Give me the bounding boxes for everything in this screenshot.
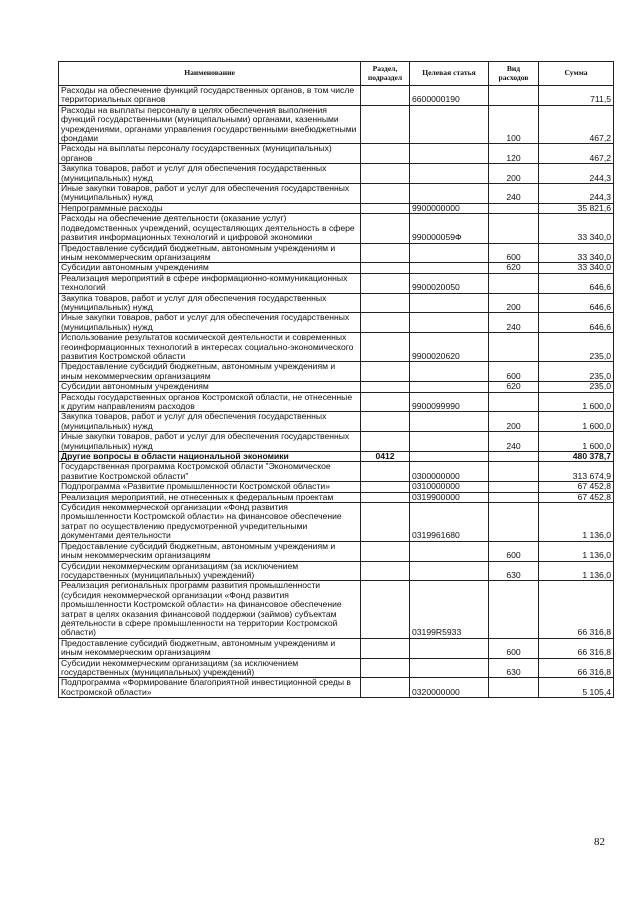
cell-kind: 240 xyxy=(489,432,539,452)
cell-sum: 33 340,0 xyxy=(539,263,614,273)
cell-target: 9900000000 xyxy=(410,203,489,213)
cell-name: Закупка товаров, работ и услуг для обеспечения государственных (муниципальных) нужд xyxy=(59,293,361,313)
cell-kind: 630 xyxy=(489,658,539,678)
cell-section xyxy=(361,243,410,263)
cell-name: Расходы на выплаты персоналу в целях обеспечения выполнения функций государственными (муниципальными) органами, казенными учреждениями, органами управления государственными внебюджетными фондами xyxy=(59,105,361,144)
table-row xyxy=(59,638,614,658)
cell-section xyxy=(361,293,410,313)
cell-target xyxy=(410,658,489,678)
cell-kind: 200 xyxy=(489,293,539,313)
header-kind: Вид расходов xyxy=(489,62,539,86)
cell-section xyxy=(361,561,410,581)
cell-sum: 646,6 xyxy=(539,293,614,313)
cell-kind xyxy=(489,462,539,482)
cell-section xyxy=(361,392,410,412)
cell-section xyxy=(361,382,410,392)
cell-kind xyxy=(489,333,539,362)
cell-kind xyxy=(489,214,539,243)
cell-name: Расходы на обеспечение функций государственных органов, в том числе территориальных органов xyxy=(59,86,361,106)
cell-name: Подпрограмма «Развитие промышленности Костромской области» xyxy=(59,482,361,492)
table-row xyxy=(59,333,614,362)
cell-sum: 480 378,7 xyxy=(539,452,614,462)
cell-sum: 646,6 xyxy=(539,273,614,293)
cell-target xyxy=(410,164,489,184)
cell-name: Использование результатов космической деятельности и современных геоинформационных технологий в интересах социально-экономического развития Костромской области xyxy=(59,333,361,362)
cell-kind: 620 xyxy=(489,382,539,392)
cell-target: 03199R5933 xyxy=(410,581,489,638)
cell-target xyxy=(410,382,489,392)
table-row xyxy=(59,203,614,213)
cell-section xyxy=(361,263,410,273)
table-row xyxy=(59,243,614,263)
cell-sum: 66 316,8 xyxy=(539,658,614,678)
table-row xyxy=(59,503,614,542)
table-row xyxy=(59,184,614,204)
cell-name: Реализация мероприятий в сфере информационно-коммуникационных технологий xyxy=(59,273,361,293)
table-row xyxy=(59,362,614,382)
cell-target xyxy=(410,243,489,263)
cell-kind: 240 xyxy=(489,313,539,333)
table-row xyxy=(59,86,614,106)
cell-name: Иные закупки товаров, работ и услуг для обеспечения государственных (муниципальных) нужд xyxy=(59,432,361,452)
table-row xyxy=(59,462,614,482)
cell-sum: 1 136,0 xyxy=(539,561,614,581)
cell-name: Подпрограмма «Формирование благоприятной инвестиционной среды в Костромской области» xyxy=(59,678,361,698)
cell-kind: 600 xyxy=(489,243,539,263)
cell-kind xyxy=(489,452,539,462)
cell-kind xyxy=(489,482,539,492)
cell-name: Иные закупки товаров, работ и услуг для обеспечения государственных (муниципальных) нужд xyxy=(59,313,361,333)
cell-target xyxy=(410,144,489,164)
cell-name: Субсидии автономным учреждениям xyxy=(59,263,361,273)
cell-kind: 100 xyxy=(489,105,539,144)
table-header-row xyxy=(59,62,614,86)
cell-name: Расходы на выплаты персоналу государственных (муниципальных) органов xyxy=(59,144,361,164)
cell-section xyxy=(361,144,410,164)
cell-sum: 67 452,8 xyxy=(539,482,614,492)
cell-name: Другие вопросы в области национальной экономики xyxy=(59,452,361,462)
cell-section xyxy=(361,581,410,638)
cell-sum: 67 452,8 xyxy=(539,492,614,502)
cell-kind: 120 xyxy=(489,144,539,164)
header-section: Раздел, подраздел xyxy=(361,62,410,86)
cell-name: Иные закупки товаров, работ и услуг для обеспечения государственных (муниципальных) нужд xyxy=(59,184,361,204)
cell-sum: 5 105,4 xyxy=(539,678,614,698)
table-row xyxy=(59,263,614,273)
cell-name: Субсидии автономным учреждениям xyxy=(59,382,361,392)
cell-kind: 200 xyxy=(489,412,539,432)
cell-target xyxy=(410,263,489,273)
cell-kind xyxy=(489,581,539,638)
cell-sum: 313 674,9 xyxy=(539,462,614,482)
table-row xyxy=(59,541,614,561)
cell-target: 9900020620 xyxy=(410,333,489,362)
table-row xyxy=(59,382,614,392)
cell-section xyxy=(361,462,410,482)
cell-sum: 66 316,8 xyxy=(539,638,614,658)
table-row xyxy=(59,658,614,678)
cell-target xyxy=(410,184,489,204)
cell-target xyxy=(410,561,489,581)
cell-section xyxy=(361,203,410,213)
table-row xyxy=(59,164,614,184)
table-row xyxy=(59,678,614,698)
cell-sum: 244,3 xyxy=(539,164,614,184)
cell-section xyxy=(361,214,410,243)
cell-name: Предоставление субсидий бюджетным, автономным учреждениям и иным некоммерческим организациям xyxy=(59,362,361,382)
table-row xyxy=(59,452,614,462)
cell-target: 0319961680 xyxy=(410,503,489,542)
cell-section xyxy=(361,313,410,333)
cell-sum: 33 340,0 xyxy=(539,214,614,243)
cell-section xyxy=(361,105,410,144)
cell-target xyxy=(410,638,489,658)
cell-section xyxy=(361,482,410,492)
table-row xyxy=(59,313,614,333)
cell-sum: 467,2 xyxy=(539,105,614,144)
cell-name: Реализация мероприятий, не отнесенных к федеральным проектам xyxy=(59,492,361,502)
cell-target: 990000059Ф xyxy=(410,214,489,243)
cell-name: Закупка товаров, работ и услуг для обеспечения государственных (муниципальных) нужд xyxy=(59,412,361,432)
cell-section xyxy=(361,432,410,452)
cell-section xyxy=(361,503,410,542)
table-row xyxy=(59,214,614,243)
cell-name: Субсидии некоммерческим организациям (за исключением государственных (муниципальных) учреждений) xyxy=(59,658,361,678)
cell-kind xyxy=(489,273,539,293)
cell-sum: 1 600,0 xyxy=(539,392,614,412)
cell-sum: 467,2 xyxy=(539,144,614,164)
cell-kind xyxy=(489,86,539,106)
cell-target: 0320000000 xyxy=(410,678,489,698)
cell-name: Предоставление субсидий бюджетным, автономным учреждениям и иным некоммерческим организациям xyxy=(59,638,361,658)
cell-kind: 630 xyxy=(489,561,539,581)
cell-name: Предоставление субсидий бюджетным, автономным учреждениям и иным некоммерческим организациям xyxy=(59,243,361,263)
cell-section xyxy=(361,333,410,362)
cell-name: Реализация региональных программ развития промышленности (субсидия некоммерческой организации «Фонд развития промышленности Костромской области» на финансовое обеспечение затрат в целях оказания финансовой поддержки (займов) субъектам деятельности в сфере промышленности на территории Костромской области) xyxy=(59,581,361,638)
cell-kind: 620 xyxy=(489,263,539,273)
cell-sum: 33 340,0 xyxy=(539,243,614,263)
cell-kind xyxy=(489,503,539,542)
cell-section xyxy=(361,658,410,678)
cell-section xyxy=(361,492,410,502)
cell-target xyxy=(410,293,489,313)
page-number: 82 xyxy=(594,836,605,848)
table-row xyxy=(59,581,614,638)
table-row xyxy=(59,293,614,313)
header-name: Наименование xyxy=(59,62,361,86)
cell-section xyxy=(361,184,410,204)
cell-name: Предоставление субсидий бюджетным, автономным учреждениям и иным некоммерческим организациям xyxy=(59,541,361,561)
cell-sum: 235,0 xyxy=(539,333,614,362)
cell-name: Закупка товаров, работ и услуг для обеспечения государственных (муниципальных) нужд xyxy=(59,164,361,184)
cell-section xyxy=(361,541,410,561)
cell-sum: 646,6 xyxy=(539,313,614,333)
cell-section xyxy=(361,362,410,382)
cell-target: 9900099990 xyxy=(410,392,489,412)
table-body xyxy=(59,86,614,698)
cell-kind: 600 xyxy=(489,362,539,382)
table-row xyxy=(59,392,614,412)
cell-target: 9900020050 xyxy=(410,273,489,293)
cell-target xyxy=(410,412,489,432)
cell-target: 0319900000 xyxy=(410,492,489,502)
cell-kind: 200 xyxy=(489,164,539,184)
cell-section: 0412 xyxy=(361,452,410,462)
cell-name: Субсидия некоммерческой организации «Фонд развития промышленности Костромской области» на финансовое обеспечение затрат по осуществлению предусмотренной учредительными документами деятельности xyxy=(59,503,361,542)
cell-name: Непрограммные расходы xyxy=(59,203,361,213)
cell-kind xyxy=(489,392,539,412)
cell-name: Расходы государственных органов Костромской области, не отнесенные к другим направлениям расходов xyxy=(59,392,361,412)
cell-target xyxy=(410,362,489,382)
cell-target xyxy=(410,105,489,144)
cell-kind xyxy=(489,203,539,213)
cell-sum: 35 821,6 xyxy=(539,203,614,213)
cell-sum: 235,0 xyxy=(539,382,614,392)
cell-sum: 711,5 xyxy=(539,86,614,106)
cell-section xyxy=(361,638,410,658)
cell-section xyxy=(361,412,410,432)
cell-sum: 244,3 xyxy=(539,184,614,204)
header-target: Целевая статья xyxy=(410,62,489,86)
cell-kind xyxy=(489,678,539,698)
cell-name: Государственная программа Костромской области "Экономическое развитие Костромской области" xyxy=(59,462,361,482)
cell-target xyxy=(410,313,489,333)
cell-sum: 1 600,0 xyxy=(539,432,614,452)
cell-name: Расходы на обеспечение деятельности (оказание услуг) подведомственных учреждений, осуществляющих деятельность в сфере развития информационных технологий и цифровой экономики xyxy=(59,214,361,243)
table-row xyxy=(59,105,614,144)
cell-sum: 1 136,0 xyxy=(539,541,614,561)
cell-sum: 66 316,8 xyxy=(539,581,614,638)
table-row xyxy=(59,432,614,452)
table-row xyxy=(59,482,614,492)
cell-target xyxy=(410,541,489,561)
cell-kind: 600 xyxy=(489,638,539,658)
cell-section xyxy=(361,86,410,106)
cell-target: 0300000000 xyxy=(410,462,489,482)
cell-kind xyxy=(489,492,539,502)
cell-sum: 1 600,0 xyxy=(539,412,614,432)
cell-sum: 235,0 xyxy=(539,362,614,382)
cell-target: 6600000190 xyxy=(410,86,489,106)
table-row xyxy=(59,492,614,502)
cell-kind: 240 xyxy=(489,184,539,204)
cell-name: Субсидии некоммерческим организациям (за исключением государственных (муниципальных) учреждений) xyxy=(59,561,361,581)
cell-sum: 1 136,0 xyxy=(539,503,614,542)
table-row xyxy=(59,412,614,432)
table-row xyxy=(59,144,614,164)
budget-table xyxy=(58,61,614,698)
cell-kind: 600 xyxy=(489,541,539,561)
cell-section xyxy=(361,678,410,698)
table-row xyxy=(59,561,614,581)
cell-section xyxy=(361,273,410,293)
header-sum: Сумма xyxy=(539,62,614,86)
table-row xyxy=(59,273,614,293)
cell-target: 0310000000 xyxy=(410,482,489,492)
cell-section xyxy=(361,164,410,184)
cell-target xyxy=(410,432,489,452)
cell-target xyxy=(410,452,489,462)
